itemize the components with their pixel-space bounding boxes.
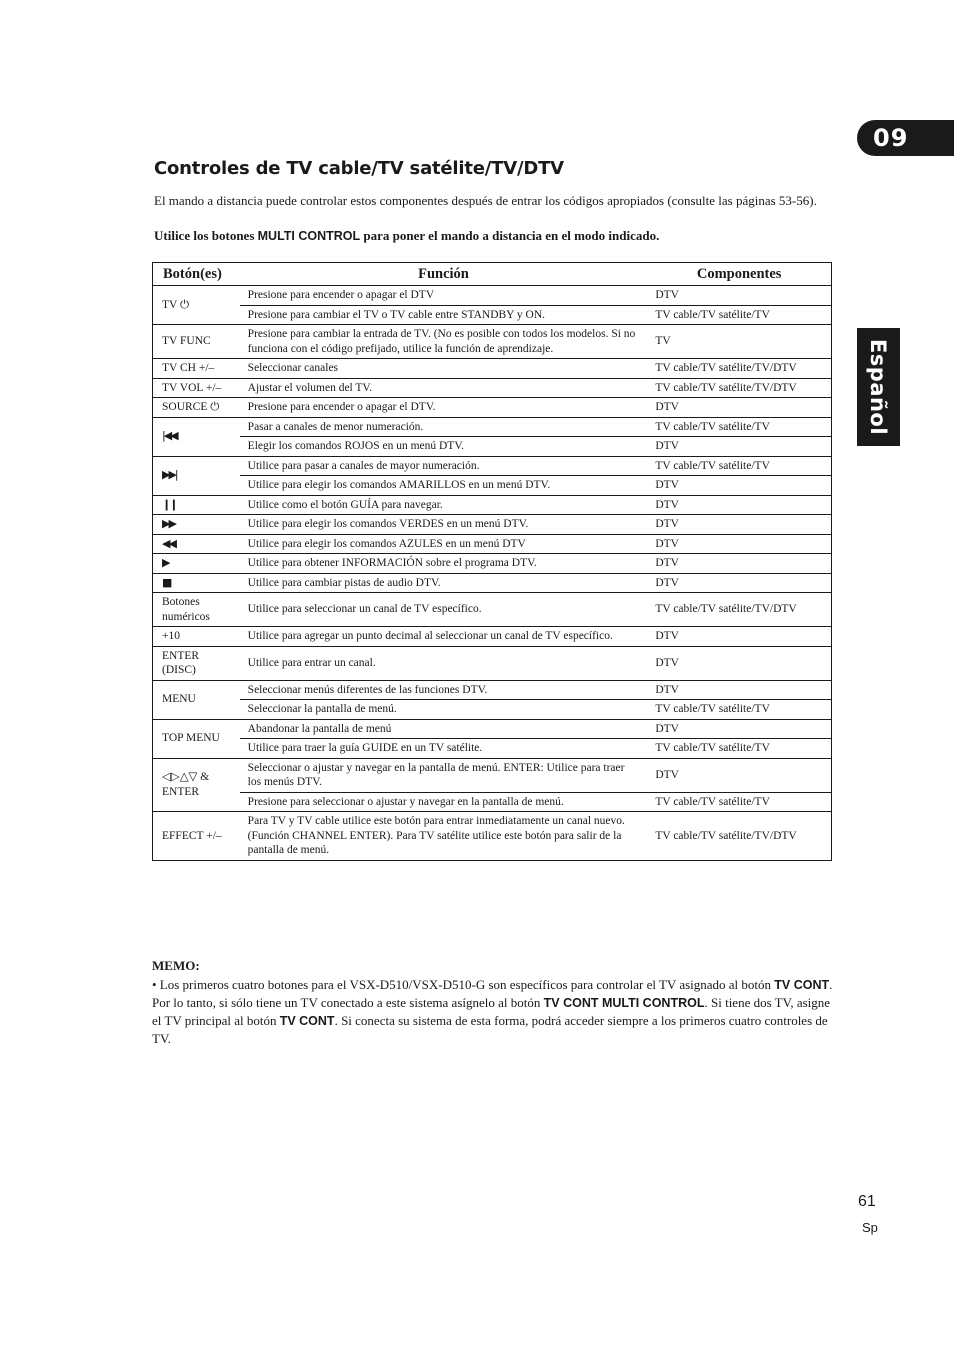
header-buttons: Botón(es) — [153, 263, 240, 286]
cell-components: DTV — [647, 398, 831, 418]
cell-button: TV FUNC — [153, 325, 240, 359]
cell-function: Utilice para obtener INFORMACIÓN sobre el programa DTV. — [240, 554, 648, 574]
cell-function: Utilice como el botón GUÍA para navegar. — [240, 495, 648, 515]
table-row — [153, 476, 832, 496]
cell-components: DTV — [647, 554, 831, 574]
memo-key: TV CONT — [279, 1014, 335, 1028]
intro-text: El mando a distancia puede controlar estos componentes después de entrar los códigos apropiados (consulte las páginas 53-56). — [154, 193, 817, 208]
cell-components: TV cable/TV satélite/TV — [647, 305, 831, 325]
table-row — [153, 378, 832, 398]
cell-button: ENTER (DISC) — [153, 646, 240, 680]
cell-button: TV CH +/– — [153, 359, 240, 379]
table-row — [153, 515, 832, 535]
cell-function: Utilice para agregar un punto decimal al seleccionar un canal de TV específico. — [240, 627, 648, 647]
cell-function: Seleccionar canales — [240, 359, 648, 379]
table-body — [153, 286, 832, 861]
cell-button: Botones numéricos — [153, 593, 240, 627]
cell-button: SOURCE ⏻ — [153, 398, 240, 418]
table-row — [153, 700, 832, 720]
table-row — [153, 646, 832, 680]
table-row — [153, 758, 832, 792]
table-row — [153, 286, 832, 306]
memo-fragment: . Si conecta su sistema de esta forma, podrá acceder siempre a los primeros cuatro controles de TV. — [152, 1013, 828, 1046]
cell-function: Utilice para elegir los comandos AZULES en un menú DTV — [240, 534, 648, 554]
cell-function: Presione para cambiar el TV o TV cable entre STANDBY y ON. — [240, 305, 648, 325]
cell-button: +10 — [153, 627, 240, 647]
cell-function: Presione para encender o apagar el DTV — [247, 289, 435, 301]
table-row — [153, 593, 832, 627]
cell-button: ■ — [153, 573, 240, 593]
language-tab — [857, 328, 900, 446]
chapter-badge: 09 — [857, 120, 954, 156]
cell-button: |◀◀ — [153, 417, 240, 456]
table-row — [153, 573, 832, 593]
instruction-pre: Utilice los botones — [154, 228, 258, 243]
memo-fragment: . Si tiene dos TV, asigne el TV principal al botón — [152, 995, 831, 1028]
cell-function: Utilice para elegir los comandos AMARILLOS en un menú DTV. — [240, 476, 648, 496]
cell-function: Para TV y TV cable utilice este botón para entrar inmediatamente un canal nuevo. (Función CHANNEL ENTER). Para TV satélite utilice este botón para salir de la pantalla de menú. — [240, 812, 648, 861]
cell-components: DTV — [647, 495, 831, 515]
cell-components: DTV — [647, 680, 831, 700]
table-row — [153, 305, 832, 325]
cell-components: DTV — [647, 573, 831, 593]
cell-components: DTV — [647, 534, 831, 554]
table-header-row — [153, 263, 832, 286]
cell-components: TV — [647, 325, 831, 359]
cell-components: TV cable/TV satélite/TV/DTV — [647, 378, 831, 398]
cell-components: DTV — [655, 289, 679, 301]
cell-function: Presione para cambiar la entrada de TV. (No es posible con todos los modelos. Si no funciona con el código prefijado, utilice la función de aprendizaje. — [240, 325, 648, 359]
cell-components: TV cable/TV satélite/TV/DTV — [647, 593, 831, 627]
cell-components: DTV — [647, 719, 831, 739]
instruction-key: MULTI CONTROL — [257, 229, 361, 243]
controls-table — [152, 262, 832, 861]
cell-button: TOP MENU — [153, 719, 240, 758]
cell-function: Utilice para entrar un canal. — [240, 646, 648, 680]
table-row — [153, 359, 832, 379]
cell-components: TV cable/TV satélite/TV — [647, 739, 831, 759]
cell-button: ▶▶ — [153, 515, 240, 535]
cell-button: EFFECT +/– — [153, 812, 240, 861]
table-row — [153, 627, 832, 647]
table-row — [153, 437, 832, 457]
table-row — [153, 554, 832, 574]
cell-components: TV cable/TV satélite/TV — [647, 417, 831, 437]
cell-components: DTV — [647, 627, 831, 647]
cell-function: Seleccionar o ajustar y navegar en la pantalla de menú. ENTER: Utilice para traer los menús DTV. — [240, 758, 648, 792]
cell-components: TV cable/TV satélite/TV/DTV — [647, 812, 831, 861]
cell-button: ❙❙ — [153, 495, 240, 515]
cell-function: Utilice para cambiar pistas de audio DTV. — [240, 573, 648, 593]
section-title: Controles de TV cable/TV satélite/TV/DTV — [154, 158, 564, 179]
memo-key: TV CONT — [774, 978, 830, 992]
cell-function: Seleccionar menús diferentes de las funciones DTV. — [240, 680, 648, 700]
page-number: 61 — [858, 1193, 876, 1210]
memo-heading: MEMO: — [152, 958, 200, 973]
cell-button: ◀◀ — [153, 534, 240, 554]
table-row — [153, 812, 832, 861]
memo-text — [152, 976, 842, 1048]
cell-function: Ajustar el volumen del TV. — [240, 378, 648, 398]
cell-components: TV cable/TV satélite/TV — [647, 792, 831, 812]
memo-fragment: • Los primeros cuatro botones para el VSX-D510/VSX-D510-G son específicos para controlar el TV asignado al botón — [152, 977, 775, 992]
cell-button: MENU — [153, 680, 240, 719]
cell-button: ▶▶| — [153, 456, 240, 495]
instruction-text — [154, 227, 844, 245]
table-row — [153, 417, 832, 437]
table-row — [153, 325, 832, 359]
cell-function: Elegir los comandos ROJOS en un menú DTV. — [240, 437, 648, 457]
table-row — [153, 719, 832, 739]
cell-function: Utilice para elegir los comandos VERDES en un menú DTV. — [240, 515, 648, 535]
table-row — [153, 495, 832, 515]
header-function: Función — [240, 263, 648, 286]
cell-button: ▶ — [153, 554, 240, 574]
cell-function: Seleccionar la pantalla de menú. — [240, 700, 648, 720]
table-row — [153, 792, 832, 812]
table-row — [153, 680, 832, 700]
cell-function: Presione para seleccionar o ajustar y navegar en la pantalla de menú. — [240, 792, 648, 812]
cell-function: Presione para encender o apagar el DTV. — [240, 398, 648, 418]
cell-button: TV VOL +/– — [153, 378, 240, 398]
instruction-post: para poner el mando a distancia en el modo indicado. — [360, 228, 660, 243]
cell-function: Utilice para pasar a canales de mayor numeración. — [240, 456, 648, 476]
cell-button: ◁▷△▽ & ENTER — [153, 758, 240, 812]
cell-components: DTV — [647, 646, 831, 680]
memo-key: TV CONT MULTI CONTROL — [543, 996, 705, 1010]
cell-components: DTV — [647, 437, 831, 457]
table-row — [153, 534, 832, 554]
cell-button: TV ⏻ — [162, 298, 190, 311]
cell-function: Utilice para traer la guía GUIDE en un TV satélite. — [240, 739, 648, 759]
cell-components: TV cable/TV satélite/TV — [647, 456, 831, 476]
memo-fragment: . Por lo tanto, si sólo tiene un TV conectado a este sistema asígnelo al botón — [152, 977, 833, 1010]
cell-function: Utilice para seleccionar un canal de TV específico. — [240, 593, 648, 627]
cell-components: DTV — [647, 515, 831, 535]
table-row — [153, 456, 832, 476]
cell-function: Pasar a canales de menor numeración. — [240, 417, 648, 437]
header-components: Componentes — [647, 263, 831, 286]
cell-components: DTV — [647, 758, 831, 792]
page-language: Sp — [862, 1220, 878, 1235]
cell-components: TV cable/TV satélite/TV/DTV — [647, 359, 831, 379]
cell-components: DTV — [647, 476, 831, 496]
table-row — [153, 739, 832, 759]
table-row — [153, 398, 832, 418]
language-tab-label: Español — [866, 338, 891, 436]
cell-function: Abandonar la pantalla de menú — [240, 719, 648, 739]
cell-components: TV cable/TV satélite/TV — [647, 700, 831, 720]
